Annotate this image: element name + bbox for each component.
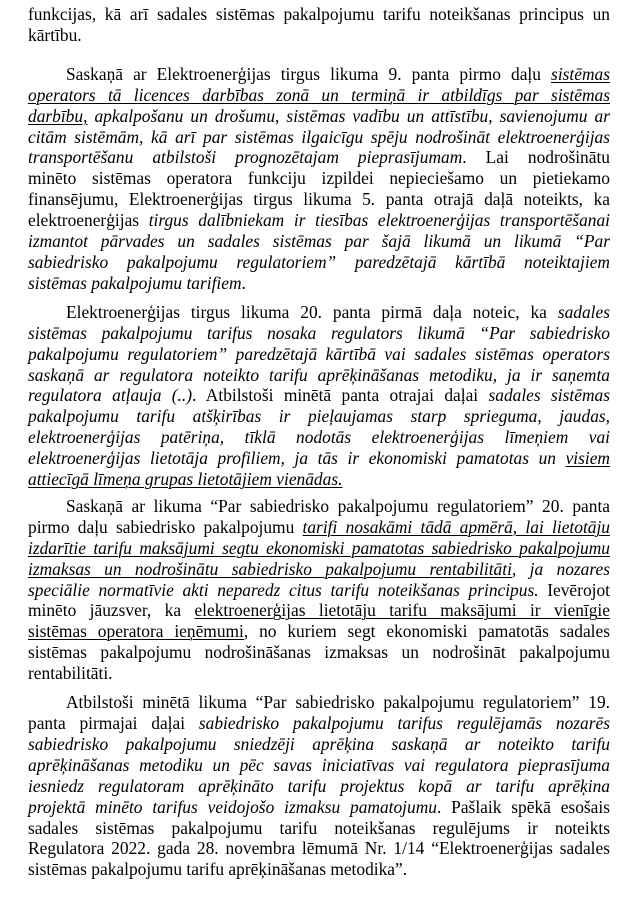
underlined-quote: izmaksas un nodrošinātu sabiedrisko pakalpojumu rentabilitāti [28,558,512,579]
text-run: Saskaņā ar Elektroenerģijas tirgus likuma 9. panta pirmo daļu [66,63,552,84]
text-line [28,147,610,168]
text-line: sistēmas pakalpojumu nodrošināšanas izmaksas un nodrošināt pakalpojumu [28,642,610,663]
text-line: minēto sistēmas operatora funkciju izpildei nepieciešamo un pietiekamo [28,168,610,189]
text-run: . Lai nodrošinātu [462,147,610,168]
italic-quote: speciālie normatīvie akti neparedz citus tarifu noteikšanas principus. [28,579,539,600]
italic-quote: elektroenerģijas lietotāja profiliem, ja tās ir ekonomiski pamatotas un [28,448,566,469]
underlined-text: elektroenerģijas lietotāju tarifu maksājumi ir vienīgie [194,600,610,621]
text-line: Saskaņā ar likuma “Par sabiedrisko pakalpojumu regulatoriem” 20. panta [66,495,610,516]
italic-quote: sadales sistēmas [488,385,610,406]
underlined-quote: visiem [565,448,610,469]
text-run: . Atbilstoši minētā panta otrajai daļai [192,385,489,406]
italic-quote: regulatora atļauja (..) [28,385,193,406]
text-line: kārtību. [28,24,82,45]
text-line [28,64,610,85]
text-run: . [241,272,246,293]
text-line [28,600,610,621]
text-line [28,273,610,294]
text-line [28,559,610,580]
italic-quote-line: saskaņā ar regulatora noteikto tarifu aprēķināšanas metodiku, ja ir saņemta [28,364,610,385]
text-run: elektroenerģijas [28,210,149,231]
text-line: rentabilitāti. [28,663,113,684]
italic-quote-line: sistēmas pakalpojumu tarifus nosaka regulators likumā “Par sabiedrisko [28,322,610,343]
paragraph [28,302,610,490]
text-run: panta pirmajai daļai [28,713,199,733]
paragraph [28,496,610,684]
text-line: Regulatora 2022. gada 28. novembra lēmumā Nr. 1/14 “Elektroenerģijas sadales [28,838,610,859]
text-line: Atbilstoši minētā likuma “Par sabiedrisko pakalpojumu regulatoriem” 19. [66,692,610,713]
italic-quote-line: izmantot pārvades un sadales sistēmas par šajā likumā un likumā “Par [28,231,610,252]
text-line [28,385,610,406]
text-line [28,448,610,469]
underlined-quote: darbību, [28,105,88,126]
italic-quote-line: aprēķināšanas metodiku un pēc savas iniciatīvas vai regulatora pieprasījuma [28,754,610,775]
italic-quote: transportēšanu atbilstoši prognozētajam pieprasījumam [28,147,463,168]
underlined-quote-line: attiecīgā līmeņa grupas lietotājiem vienādas. [28,469,343,490]
text-line: finansējumu, Elektroenerģijas tirgus likuma 5. panta otrajā daļā noteikts, ka [28,189,610,210]
italic-quote: , ja nozares [511,558,610,579]
text-line [28,302,610,323]
italic-quote-line: sabiedrisko pakalpojumu sniedzēji aprēķina saskaņā ar noteikto tarifu [28,733,610,754]
underlined-quote: sistēmas [551,63,610,84]
italic-quote-line: sabiedrisko pakalpojumu regulatoriem” paredzētajā kārtībā noteiktajiem [28,251,610,272]
paragraph [28,64,610,294]
italic-quote-line: pakalpojumu regulatoriem” paredzētajā kārtībā vai sadales sistēmas operators [28,343,610,364]
text-line: sistēmas pakalpojumu tarifu aprēķināšanas metodika”. [28,859,408,880]
italic-quote: sabiedrisko pakalpojumu tarifus regulējamās nozarēs [198,713,610,733]
italic-quote-line: iesniedz regulatoram aprēķināto tarifu projektus kopā ar tarifu aprēķina [28,775,610,796]
text-run: Ievērojot [538,579,610,600]
text-line [28,713,610,734]
italic-quote: sadales [557,301,610,322]
underlined-quote-line: operators tā licences darbības zonā un termiņā ir atbildīgs par sistēmas [28,84,610,105]
paragraph [28,4,610,46]
text-line: funkcijas, kā arī sadales sistēmas pakalpojumu tarifu noteikšanas principus un [28,4,610,24]
italic-quote-line: citām sistēmām, kā arī par sistēmas ilgaicīgu spēju nodrošināt elektroenerģijas [28,126,610,147]
text-line [28,580,610,601]
italic-quote: tirgus dalībniekam ir tiesības elektroenerģijas transportēšanai [148,210,610,231]
text-line [28,210,610,231]
text-line: sadales sistēmas pakalpojumu tarifu noteikšanas regulējums ir noteikts [28,817,610,838]
underlined-quote-line: izdarītie tarifu maksājumi segtu ekonomiski pamatotas sabiedrisko pakalpojumu [28,537,610,558]
text-line [28,106,610,127]
italic-quote-line: elektroenerģijas patēriņa, tīklā nodotās elektroenerģijas līmeņiem vai [28,427,610,448]
italic-quote-line: pakalpojumu tarifu atšķirības ir pieļaujamas starp sprieguma, jaudas, [28,406,610,427]
text-line [28,517,610,538]
text-run: pirmo daļu sabiedrisko pakalpojumu [28,516,303,537]
italic-quote: apkalpošanu un drošumu, sistēmas vadību un attīstību, savienojumu ar [87,105,610,126]
italic-quote: projektā minēto tarifus veidojošo izmaksu pamatojumu [28,796,437,817]
text-run: Elektroenerģijas tirgus likuma 20. panta pirmā daļa noteic, ka [66,301,558,322]
italic-quote: sistēmas pakalpojumu tarifiem [28,272,242,293]
text-run: minēto jāuzsver, ka [28,600,195,621]
text-line [28,621,610,642]
text-run: , no kuriem segt ekonomiski pamatotās sadales [243,621,610,642]
paragraph [28,692,610,880]
text-run: . Pašlaik spēkā esošais [436,796,610,817]
underlined-quote: tarifi nosakāmi tādā apmērā, lai lietotāju [302,516,610,537]
text-line [28,797,610,818]
underlined-text: sistēmas operatora ieņēmumi [28,621,244,642]
